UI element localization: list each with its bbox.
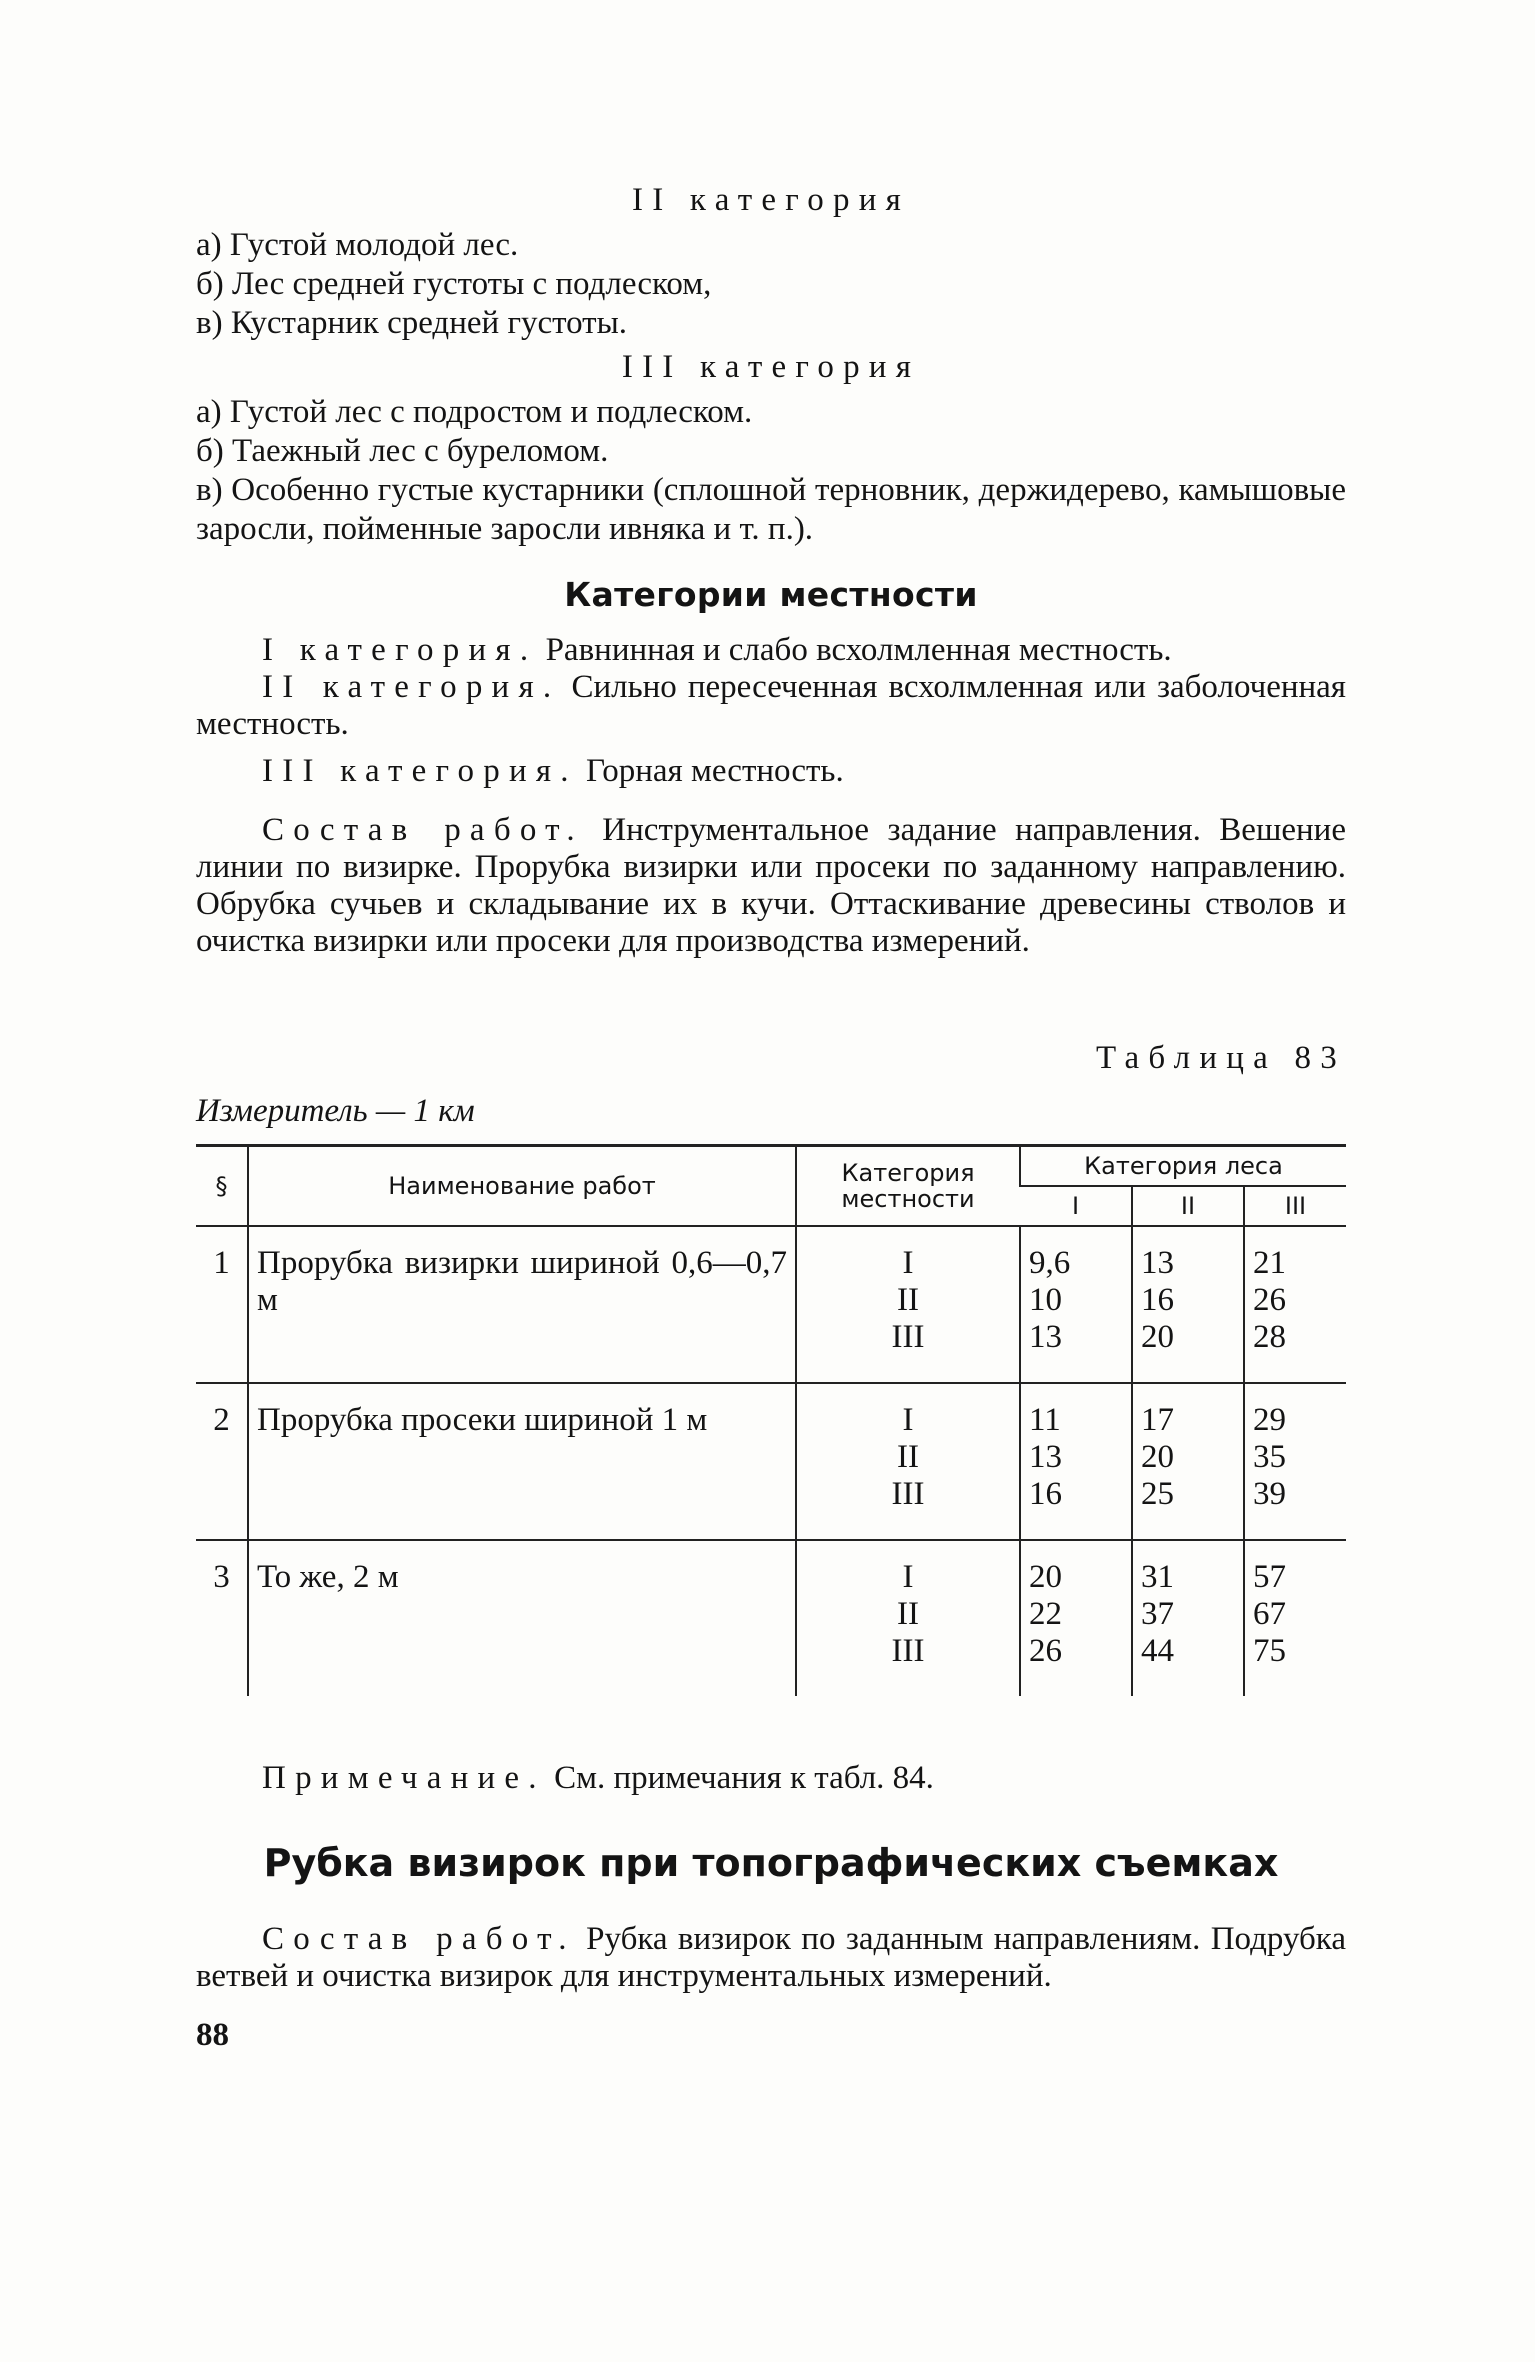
category-heading: III категория — [621, 349, 921, 385]
section-composition-label: Состав работ. — [262, 1921, 576, 1957]
work-composition-text: Инструментальное задание направления. Вешение линии по визирке. Прорубка визирки или просеки по заданному направлению. Обрубка сучьев и складывание их в кучи. Оттаскивание древесины стволов и очистка визирки или просеки для производства измерений. — [196, 812, 1346, 959]
forest-i-values: 11 13 16 — [1020, 1383, 1132, 1540]
section-composition-text: Рубка визирок по заданным направлениям. Подрубка ветвей и очистка визирок для инструментальных измерений. — [196, 1921, 1346, 1994]
terrain-label: III категория. — [262, 753, 578, 789]
terrain-text: Горная местность. — [577, 753, 844, 789]
forest-i-values: 20 22 26 — [1020, 1540, 1132, 1696]
header-forest: Категория леса — [1020, 1146, 1346, 1187]
category-heading: II категория — [631, 182, 911, 218]
forest-i-values: 9,6 10 13 — [1020, 1226, 1132, 1383]
norms-table — [196, 1144, 1346, 1696]
terrain-cats: I II III — [796, 1383, 1020, 1540]
forest-iii-values: 29 35 39 — [1244, 1383, 1346, 1540]
terrain-entry — [196, 753, 1346, 790]
section-composition — [196, 1921, 1346, 1995]
row-number: 2 — [196, 1383, 248, 1540]
work-composition-label: Состав работ. — [262, 812, 584, 848]
page-number: 88 — [196, 2017, 229, 2053]
work-name: То же, 2 м — [248, 1540, 796, 1696]
header-section: § — [196, 1146, 248, 1227]
list-item: а) Густой молодой лес. — [196, 227, 519, 263]
terrain-entry — [196, 669, 1346, 743]
table-meter: Измеритель — 1 км — [196, 1093, 475, 1129]
header-forest-ii: II — [1132, 1186, 1244, 1226]
list-item: в) Кустарник средней густоты. — [196, 305, 628, 341]
document-page — [196, 180, 1346, 2054]
terrain-categories — [196, 632, 1346, 790]
list-item: б) Таежный лес с буреломом. — [196, 433, 609, 469]
work-name: Прорубка просеки шириной 1 м — [248, 1383, 796, 1540]
table-row — [196, 1383, 1346, 1540]
table-note — [262, 1760, 1346, 1797]
header-forest-i: I — [1020, 1186, 1132, 1226]
header-terrain: Категория местности — [796, 1146, 1020, 1227]
terrain-text: Сильно пересеченная всхолмленная или заболоченная местность. — [196, 669, 1346, 742]
terrain-label: I категория. — [262, 632, 538, 668]
forest-category-ii — [196, 180, 1346, 343]
list-item: в) Особенно густые кустарники (сплошной терновник, держидерево, камышовые заросли, пойменные заросли ивняка и т. п.). — [196, 472, 1346, 547]
terrain-heading: Категории местности — [564, 575, 978, 614]
row-number: 1 — [196, 1226, 248, 1383]
forest-iii-values: 21 26 28 — [1244, 1226, 1346, 1383]
header-forest-iii: III — [1244, 1186, 1346, 1226]
terrain-cats: I II III — [796, 1226, 1020, 1383]
row-number: 3 — [213, 1559, 230, 1595]
table-row — [196, 1540, 1346, 1696]
header-work-name: Наименование работ — [248, 1146, 796, 1227]
section-title: Рубка визирок при топографических съемках — [263, 1841, 1279, 1885]
terrain-entry — [196, 632, 1346, 669]
note-label: Примечание. — [262, 1760, 546, 1796]
forest-category-iii — [196, 347, 1346, 549]
forest-ii-values: 13 16 20 — [1132, 1226, 1244, 1383]
terrain-label: II категория. — [262, 669, 561, 705]
forest-ii-values: 17 20 25 — [1132, 1383, 1244, 1540]
list-item: б) Лес средней густоты с подлеском, — [196, 266, 712, 302]
work-composition — [196, 812, 1346, 960]
note-text: См. примечания к табл. 84. — [545, 1760, 934, 1796]
forest-ii-values: 31 37 44 — [1132, 1540, 1244, 1696]
terrain-text: Равнинная и слабо всхолмленная местность. — [537, 632, 1172, 668]
list-item: а) Густой лес с подростом и подлеском. — [196, 394, 753, 430]
work-name: Прорубка визирки шириной 0,6—0,7 м — [248, 1226, 796, 1383]
table-caption: Таблица 83 — [1095, 1040, 1346, 1076]
table-row — [196, 1226, 1346, 1383]
forest-iii-values: 57 67 75 — [1244, 1540, 1346, 1696]
terrain-cats: I II III — [796, 1540, 1020, 1696]
